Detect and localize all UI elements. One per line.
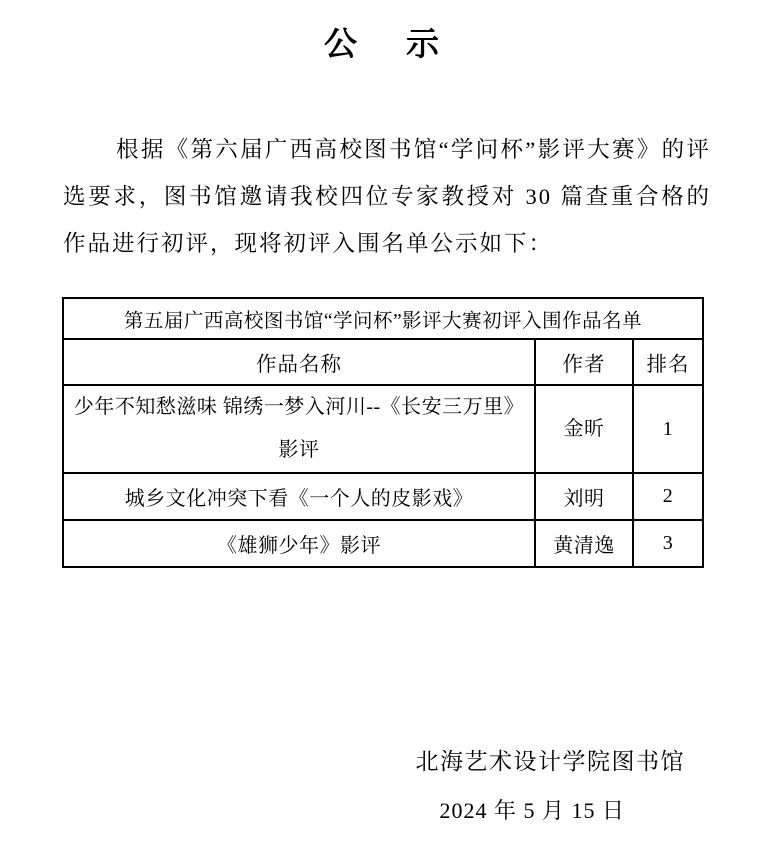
author-cell: 金昕 xyxy=(535,385,633,473)
work-title-cell: 城乡文化冲突下看《一个人的皮影戏》 xyxy=(63,473,535,520)
column-header-author: 作者 xyxy=(535,339,633,385)
rank-cell: 3 xyxy=(633,520,703,567)
author-cell: 刘明 xyxy=(535,473,633,520)
table-header-row xyxy=(63,339,703,385)
intro-paragraph: 根据《第六届广西高校图书馆“学问杯”影评大赛》的评选要求，图书馆邀请我校四位专家教授对 30 篇查重合格的作品进行初评，现将初评入围名单公示如下： xyxy=(63,137,711,257)
table-caption: 第五届广西高校图书馆“学问杯”影评大赛初评入围作品名单 xyxy=(63,298,703,339)
work-title-cell: 《雄狮少年》影评 xyxy=(63,520,535,567)
work-title-cell: 少年不知愁滋味 锦绣一梦入河川--《长安三万里》影评 xyxy=(63,385,535,473)
page-title: 公 示 xyxy=(324,27,447,63)
shortlist-table xyxy=(62,297,704,568)
rank-cell: 1 xyxy=(633,385,703,473)
table-row xyxy=(63,385,703,473)
table-row xyxy=(63,520,703,567)
table-row xyxy=(63,473,703,520)
column-header-work-title: 作品名称 xyxy=(63,339,535,385)
table-caption-row xyxy=(63,298,703,339)
rank-cell: 2 xyxy=(633,473,703,520)
date: 2024 年 5 月 15 日 xyxy=(439,798,625,824)
author-cell: 黄清逸 xyxy=(535,520,633,567)
signature: 北海艺术设计学院图书馆 xyxy=(415,749,685,775)
column-header-rank: 排名 xyxy=(633,339,703,385)
